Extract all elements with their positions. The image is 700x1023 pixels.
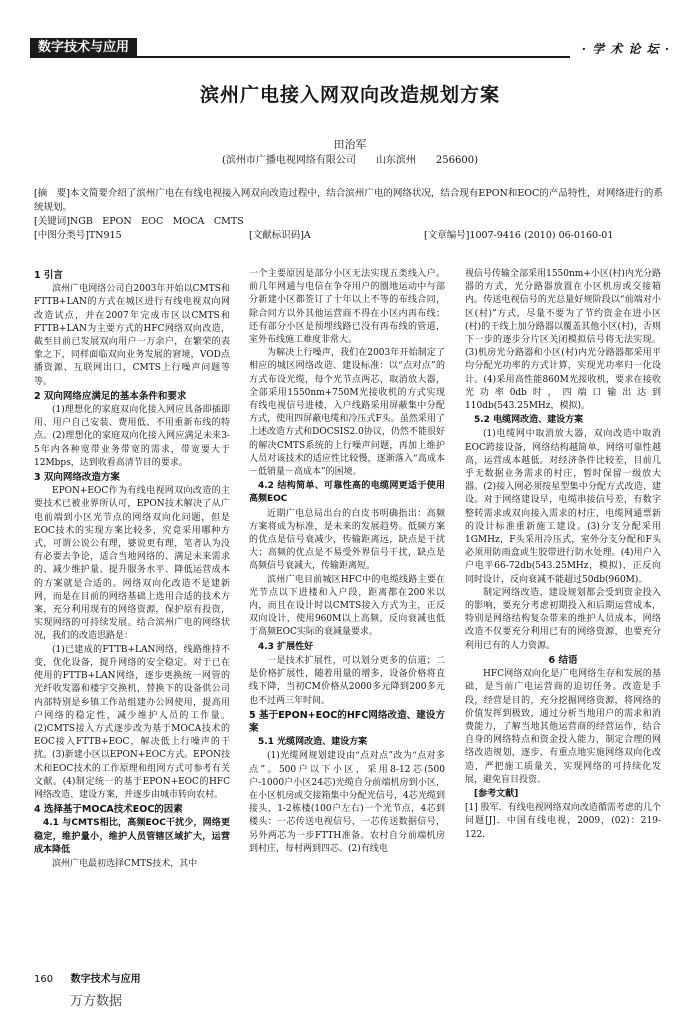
section-heading: 6 结语	[548, 654, 578, 666]
clc-number: [中图分类号]TN915	[34, 230, 122, 241]
subsection-heading: 5.2 电缆网改造、建设方案	[474, 415, 584, 426]
body-column-2	[249, 268, 445, 856]
page-header	[30, 38, 670, 58]
reference-item: [1] 殷军．有线电视网络双向改造循需考虑的几个问题[J]．中国有线电视，2009，(02)：219-122.	[465, 803, 661, 840]
body-column-1	[34, 268, 230, 871]
references-heading: [参考文献]	[474, 788, 519, 799]
paragraph: 视信号传输全部采用1550nm+小区(村)内光分路器的方式，光分路器放置在小区机房或交接箱内。传送电视信号的光总量好规阶段以“前端对小区(村)”方式，尽量不要为了节约资金在进小区(村)的干线上加分路器以覆盖其他小区(村)，否则下一步的逐步分片区关闭模拟信号将无法实现。(3)机房光分路器和小区(村)内光分路器都采用平均分配光功率的方式计算，实现光功率归一化设计。(4)采用高性能860M光接收机，要求在接收光功率0db时，四端口输出达到110db(543.25MHz，模拟)。	[465, 269, 661, 412]
document-code: [文献标识码]A	[249, 230, 311, 241]
body-column-3	[465, 268, 661, 842]
section-heading: 3 双向网络改造方案	[34, 472, 120, 484]
subsection-heading: 5.1 光缆网改造、建设方案	[258, 737, 368, 748]
paragraph: 为解决上行噪声，我们在2003年开始制定了相应的城区网络改造、建设标准：以“点对点”的方式布设光缆，每个光节点两芯，取消放大器，全部采用1550nm+750M光接收机的方式实现有线电视信号进楼，入户线路采用屏蔽集中分配方式，使用四屏蔽电缆和冷压式F头。虽然采用了上述改造方式和DOCSIS2.0协议，仍然不能很好的解决CMTS系统的上行噪声问题，再加上维护人员对该技术的适应性比较慢，逐渐落入“高成本－低销量－高成本”的困境。	[249, 348, 445, 478]
paragraph: 近期广电总局出台的白皮书明确指出：高频方案将成为标准，是未来的发展趋势。低频方案的优点是信号衰减少，传输距离远，缺点是干扰大；高频的优点是不易受外界信号干扰，缺点是高频信号衰减大，传输距离短。	[249, 508, 445, 572]
paragraph: 滨州广电目前城区HFC中的电缆线路主要在光节点以下进楼和入户段，距离都在200米以内，而且在设计时以CMTS接入方式为主，正反双向设计，使用960M以上高频，反向衰减也低于高频EOC实际的衰减量要求。	[249, 574, 445, 638]
paragraph: (1)已建成的FTTB+LAN网络，线路维持不变，优化设备，提升网络的安全稳定。对于已在使用的FTTB+LAN网络，逐步更换统一网管的光纤收发器和楼宇交换机，替换下的设备供公司内部特别是乡镇工作站组建办公网使用，提高用户网络的稳定性，减少维护人员的工作量。(2)CMTS接入方式逐步改为基于MOCA技术的EOC接入FTTB+EOC，解决低上行噪声的干扰。(3)新建小区以EPON+EOC方式。EPON技术和EOC技术的工作原理和组网方式可参考有关文献。(4)制定统一的基于EPON+EOC的HFC网络改造、建设方案，并逐步由城市转向农村。	[34, 644, 230, 800]
header-rule	[30, 56, 570, 58]
watermark-text: 万方数据	[70, 994, 123, 1009]
article-meta-line	[34, 229, 668, 243]
section-heading: 4 选择基于MOCA技术EOC的因素	[34, 804, 183, 816]
paragraph: EPON+EOC作为有线电视网双向改造的主要技术已被业界所认可，EPON技术解决了从广电前端到小区光节点的网络双向化问题，但是EOC技术的实现方案比较多，究竟采用哪种方式，可谓公说公有理，婆说更有理，笔者认为没有必要去争论，适合当地网络的、满足未来需求的、减少维护量、提升服务水平、降低运营成本的方案就是合适的。网络双向化改造不是建新网，而是在目前的网络基础上选用合适的技术方案，充分利用现有的网络资源，保护原有投资，实现网络的可持续发展。结合滨州广电的网络状况，我们的改造思路是：	[34, 486, 230, 642]
paragraph: 一个主要原因是部分小区无法实现五类线入户。前几年网通与电信在争夺用户的圈地运动中与部分新建小区都签订了十年以上不等的布线合同，除合同方以外其他运营商不得在小区内再布线；还有部分小区是预埋线路已没有再布线的管道，室外布线施工难度非常大。	[249, 269, 445, 346]
paragraph: 滨州广电最初选择CMTS技术，其中	[52, 858, 198, 869]
paragraph: (1)光缆网规划建设由“点对点”改为“点对多点”。500户以下小区，采用8-12芯(500户-1000户小区24芯)光缆自分前端机房到小区，在小区机房或交接箱集中分配光信号，4芯光缆到接头，1-2栋楼(100户左右)一个光节点，4芯到楼头：一芯传送电视信号，一芯传送数据信号，另外两芯为一步FTTH准备。农村自分前端机房到村庄，每村两到四芯。(2)有线电	[249, 751, 445, 854]
paragraph: 制定网络改造、建设规划都会受到资金投入的影响，要充分考虑初期投入和后期运营成本，特别是网络结构复杂带来的维护人员成本，网络改造不仅要充分利用已有的网络资源，也要充分利用已有的人力资源。	[465, 587, 661, 651]
subsection-heading: 4.1 与CMTS相比，高频EOC干扰少，网络更稳定，维护量小，维护人员管辖区域扩大，运营成本降低	[34, 818, 230, 855]
section-tag: 数字技术与应用	[30, 38, 137, 58]
paragraph: 滨州广电网络公司自2003年开始以CMTS和FTTB+LAN的方式在城区进行有线电视双向网改造试点，并在2007年完成市区以CMTS和FTTB+LAN为主要方式的HFC网络双向改造，截至目前已发展双向用户一万余户，在繁荣的表象之下，同样面临双向业务发展的窘境，VOD点播资源、互联网出口，CMTS上行噪声问题等等。	[34, 284, 230, 387]
paragraph: 一是技术扩展性，可以划分更多的信道；二是价格扩展性，随着用量的增多，设备价格将直线下降，当初CM价格从2000多元降到200多元也不过两三年时间。	[249, 655, 445, 706]
author-name: 田治军	[333, 138, 367, 151]
author-affiliation: (滨州市广播电视网络有限公司 山东滨州 256600)	[222, 155, 478, 166]
subsection-heading: 4.3 扩展性好	[258, 641, 314, 652]
section-heading: 5 基于EPON+EOC的HFC网络改造、建设方案	[249, 709, 445, 734]
footer-journal-name: 数字技术与应用	[70, 974, 141, 985]
abstract-text: [摘 要]本文简要介绍了滨州广电在有线电视接入网双向改造过程中，结合滨州广电的网络状况，结合现有EPON和EOC的产品特性，对网络进行的系统规划。	[34, 188, 663, 213]
article-title: 滨州广电接入网双向改造规划方案	[199, 84, 500, 106]
abstract-block	[34, 187, 668, 243]
paragraph: (1)理想化的家庭双向化接入网应具备即插即用、用户自己安装、费用低、不用重新布线的特点。(2)理想化的家庭双向化接入网应满足未来3-5年内各种宽带业务带宽的需求，带宽要大于12Mbps，达到收看高清节目的要求。	[34, 405, 230, 468]
page-number: 160	[34, 974, 54, 985]
paragraph: HFC网络双向化是广电网络生存和发展的基础，是当前广电运营商的迫切任务。改造是手段，经营是目的，充分挖掘网络资源，将网络的价值发挥到极致，通过分析当地用户的需求和消费能力，了解当地其他运营商的经营运作，结合自身的网络特点和资金投入能力，制定合理的网络改造规划，逐步、有重点地实施网络双向化改造，严把施工质量关，实现网络的可持续化发展，避免盲目投资。	[465, 669, 661, 785]
page-footer	[34, 970, 141, 985]
journal-column-tag: · 学 术 论 坛 ·	[581, 42, 670, 56]
article-number: [文章编号]1007-9416 (2010) 06-0160-01	[424, 230, 614, 241]
subsection-heading: 4.2 结构简单、可靠性高的电缆网更适于使用高频EOC	[249, 481, 445, 505]
section-heading: 1 引言	[34, 270, 63, 281]
keywords: [关键词]NGB EPON EOC MOCA CMTS	[34, 216, 244, 227]
section-heading: 2 双向网络应满足的基本条件和要求	[34, 390, 187, 402]
paragraph: (1)电缆网中取消放大器，双向改造中取消EOC跨接设备，网络结构越简单，网络可靠性越高，运营成本越低。对经济条件比较差，目前几乎无数据业务需求的村庄，暂时保留一级放大器。(2)接入网必须按星型集中分配方式改造、建设。对于网络建设早，电缆串接信号差，有数字整转需求或双向接入需求的村庄，电缆网通票新的设计标准重新施工建设。(3)分支分配采用1GMHz，F头采用冷压式，室外分支分配和F头必须用防雨盒或生胶带进行防水处理。(4)用户入户电平66-72db(543.25MHz，模拟)，正反向同时设计，反向衰减不能超过50db(960M)。	[465, 429, 661, 585]
